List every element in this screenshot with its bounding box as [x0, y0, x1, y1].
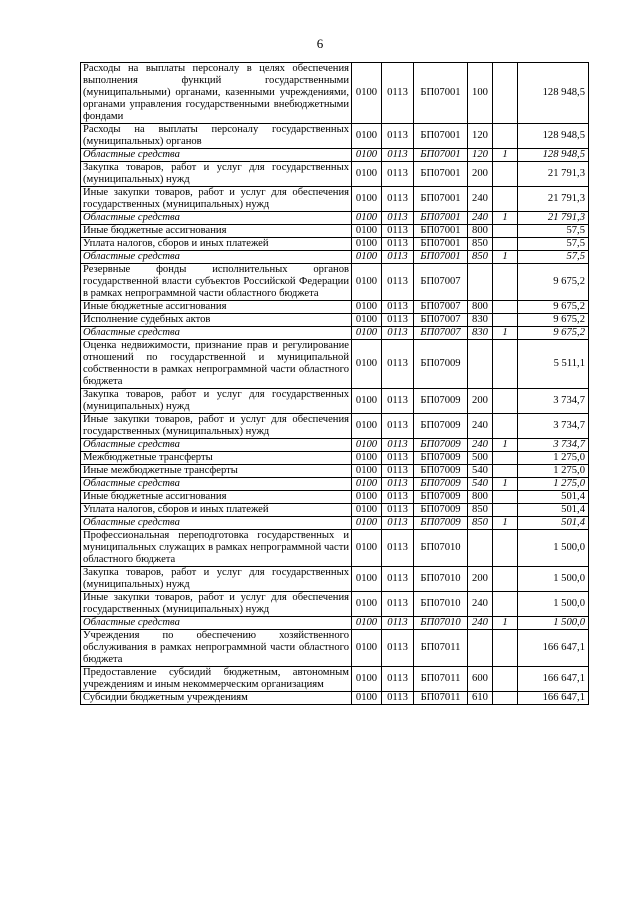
- amount-cell: 166 647,1: [518, 667, 589, 692]
- target-article-cell: БП07007: [414, 301, 468, 314]
- row-name-cell: Расходы на выплаты персоналу государственных (муниципальных) органов: [81, 124, 352, 149]
- amount-cell: 3 734,7: [518, 414, 589, 439]
- subsection-code-cell: 0113: [382, 452, 414, 465]
- target-article-cell: БП07001: [414, 251, 468, 264]
- row-name-cell: Областные средства: [81, 212, 352, 225]
- amount-cell: 1 275,0: [518, 452, 589, 465]
- table-row: [81, 465, 589, 478]
- funding-source-cell: [493, 63, 518, 124]
- amount-cell: 21 791,3: [518, 187, 589, 212]
- target-article-cell: БП07011: [414, 630, 468, 667]
- funding-source-cell: 1: [493, 251, 518, 264]
- funding-source-cell: [493, 124, 518, 149]
- subsection-code-cell: 0113: [382, 225, 414, 238]
- row-name-cell: Областные средства: [81, 478, 352, 491]
- table-row: [81, 414, 589, 439]
- amount-cell: 128 948,5: [518, 63, 589, 124]
- target-article-cell: БП07009: [414, 439, 468, 452]
- target-article-cell: БП07009: [414, 340, 468, 389]
- expense-type-cell: 200: [468, 567, 493, 592]
- subsection-code-cell: 0113: [382, 327, 414, 340]
- table-row: [81, 504, 589, 517]
- section-code-cell: 0100: [352, 124, 382, 149]
- section-code-cell: 0100: [352, 517, 382, 530]
- funding-source-cell: 1: [493, 439, 518, 452]
- target-article-cell: БП07001: [414, 63, 468, 124]
- section-code-cell: 0100: [352, 667, 382, 692]
- section-code-cell: 0100: [352, 592, 382, 617]
- subsection-code-cell: 0113: [382, 517, 414, 530]
- section-code-cell: 0100: [352, 327, 382, 340]
- row-name-cell: Областные средства: [81, 439, 352, 452]
- subsection-code-cell: 0113: [382, 63, 414, 124]
- subsection-code-cell: 0113: [382, 478, 414, 491]
- subsection-code-cell: 0113: [382, 187, 414, 212]
- amount-cell: 57,5: [518, 251, 589, 264]
- target-article-cell: БП07009: [414, 452, 468, 465]
- expense-type-cell: 800: [468, 301, 493, 314]
- row-name-cell: Оценка недвижимости, признание прав и регулирование отношений по государственной и муниципальной собственности в рамках непрограммной части областного бюджета: [81, 340, 352, 389]
- section-code-cell: 0100: [352, 478, 382, 491]
- section-code-cell: 0100: [352, 238, 382, 251]
- section-code-cell: 0100: [352, 314, 382, 327]
- row-name-cell: Субсидии бюджетным учреждениям: [81, 692, 352, 705]
- expense-type-cell: 240: [468, 617, 493, 630]
- section-code-cell: 0100: [352, 504, 382, 517]
- table-row: [81, 251, 589, 264]
- funding-source-cell: [493, 187, 518, 212]
- table-row: [81, 630, 589, 667]
- row-name-cell: Расходы на выплаты персоналу в целях обеспечения выполнения функций государственными (муниципальными) органами, казенными учреждениями, органами управления государственными внебюджетными фондами: [81, 63, 352, 124]
- target-article-cell: БП07009: [414, 414, 468, 439]
- table-row: [81, 238, 589, 251]
- funding-source-cell: 1: [493, 517, 518, 530]
- table-row: [81, 567, 589, 592]
- row-name-cell: Иные бюджетные ассигнования: [81, 491, 352, 504]
- row-name-cell: Исполнение судебных актов: [81, 314, 352, 327]
- subsection-code-cell: 0113: [382, 491, 414, 504]
- table-row: [81, 212, 589, 225]
- subsection-code-cell: 0113: [382, 301, 414, 314]
- target-article-cell: БП07011: [414, 692, 468, 705]
- table-row: [81, 517, 589, 530]
- table-row: [81, 124, 589, 149]
- expense-type-cell: 830: [468, 314, 493, 327]
- expense-type-cell: 200: [468, 162, 493, 187]
- table-row: [81, 314, 589, 327]
- expense-type-cell: 240: [468, 414, 493, 439]
- section-code-cell: 0100: [352, 465, 382, 478]
- subsection-code-cell: 0113: [382, 530, 414, 567]
- expense-type-cell: 240: [468, 439, 493, 452]
- subsection-code-cell: 0113: [382, 630, 414, 667]
- funding-source-cell: [493, 567, 518, 592]
- funding-source-cell: [493, 630, 518, 667]
- subsection-code-cell: 0113: [382, 667, 414, 692]
- expense-type-cell: 120: [468, 149, 493, 162]
- table-row: [81, 301, 589, 314]
- expense-type-cell: 200: [468, 389, 493, 414]
- table-row: [81, 667, 589, 692]
- section-code-cell: 0100: [352, 530, 382, 567]
- row-name-cell: Уплата налогов, сборов и иных платежей: [81, 504, 352, 517]
- row-name-cell: Межбюджетные трансферты: [81, 452, 352, 465]
- subsection-code-cell: 0113: [382, 592, 414, 617]
- amount-cell: 128 948,5: [518, 124, 589, 149]
- subsection-code-cell: 0113: [382, 124, 414, 149]
- amount-cell: 128 948,5: [518, 149, 589, 162]
- amount-cell: 1 500,0: [518, 592, 589, 617]
- subsection-code-cell: 0113: [382, 567, 414, 592]
- expense-type-cell: 240: [468, 187, 493, 212]
- row-name-cell: Иные межбюджетные трансферты: [81, 465, 352, 478]
- target-article-cell: БП07001: [414, 212, 468, 225]
- funding-source-cell: [493, 340, 518, 389]
- subsection-code-cell: 0113: [382, 692, 414, 705]
- amount-cell: 1 275,0: [518, 465, 589, 478]
- subsection-code-cell: 0113: [382, 212, 414, 225]
- subsection-code-cell: 0113: [382, 439, 414, 452]
- section-code-cell: 0100: [352, 439, 382, 452]
- table-row: [81, 187, 589, 212]
- expense-type-cell: [468, 630, 493, 667]
- section-code-cell: 0100: [352, 567, 382, 592]
- section-code-cell: 0100: [352, 452, 382, 465]
- target-article-cell: БП07009: [414, 478, 468, 491]
- expense-type-cell: 500: [468, 452, 493, 465]
- expense-type-cell: [468, 264, 493, 301]
- funding-source-cell: 1: [493, 327, 518, 340]
- target-article-cell: БП07009: [414, 389, 468, 414]
- table-row: [81, 264, 589, 301]
- table-row: [81, 692, 589, 705]
- expense-type-cell: 120: [468, 124, 493, 149]
- target-article-cell: БП07001: [414, 124, 468, 149]
- table-row: [81, 389, 589, 414]
- table-row: [81, 478, 589, 491]
- subsection-code-cell: 0113: [382, 389, 414, 414]
- table-row: [81, 617, 589, 630]
- target-article-cell: БП07009: [414, 465, 468, 478]
- section-code-cell: 0100: [352, 264, 382, 301]
- section-code-cell: 0100: [352, 212, 382, 225]
- row-name-cell: Профессиональная переподготовка государственных и муниципальных служащих в рамках непрограммной части областного бюджета: [81, 530, 352, 567]
- funding-source-cell: [493, 264, 518, 301]
- section-code-cell: 0100: [352, 617, 382, 630]
- row-name-cell: Областные средства: [81, 327, 352, 340]
- amount-cell: 501,4: [518, 504, 589, 517]
- target-article-cell: БП07010: [414, 617, 468, 630]
- amount-cell: 1 500,0: [518, 617, 589, 630]
- expense-type-cell: 850: [468, 517, 493, 530]
- subsection-code-cell: 0113: [382, 162, 414, 187]
- row-name-cell: Иные бюджетные ассигнования: [81, 225, 352, 238]
- section-code-cell: 0100: [352, 187, 382, 212]
- table-row: [81, 340, 589, 389]
- target-article-cell: БП07001: [414, 149, 468, 162]
- table-row: [81, 63, 589, 124]
- section-code-cell: 0100: [352, 630, 382, 667]
- target-article-cell: БП07007: [414, 314, 468, 327]
- row-name-cell: Резервные фонды исполнительных органов государственной власти субъектов Российской Федерации в рамках непрограммной части областного бюджета: [81, 264, 352, 301]
- row-name-cell: Закупка товаров, работ и услуг для государственных (муниципальных) нужд: [81, 567, 352, 592]
- funding-source-cell: [493, 225, 518, 238]
- amount-cell: 9 675,2: [518, 327, 589, 340]
- expense-type-cell: 850: [468, 238, 493, 251]
- budget-expenditure-table: [80, 62, 589, 705]
- funding-source-cell: [493, 530, 518, 567]
- target-article-cell: БП07001: [414, 187, 468, 212]
- row-name-cell: Предоставление субсидий бюджетным, автономным учреждениям и иным некоммерческим организациям: [81, 667, 352, 692]
- expense-type-cell: [468, 340, 493, 389]
- row-name-cell: Иные закупки товаров, работ и услуг для обеспечения государственных (муниципальных) нужд: [81, 414, 352, 439]
- expense-type-cell: 800: [468, 491, 493, 504]
- section-code-cell: 0100: [352, 149, 382, 162]
- row-name-cell: Закупка товаров, работ и услуг для государственных (муниципальных) нужд: [81, 162, 352, 187]
- target-article-cell: БП07007: [414, 327, 468, 340]
- funding-source-cell: [493, 491, 518, 504]
- section-code-cell: 0100: [352, 340, 382, 389]
- section-code-cell: 0100: [352, 225, 382, 238]
- funding-source-cell: [493, 692, 518, 705]
- target-article-cell: БП07001: [414, 162, 468, 187]
- row-name-cell: Иные закупки товаров, работ и услуг для обеспечения государственных (муниципальных) нужд: [81, 187, 352, 212]
- expense-type-cell: 240: [468, 592, 493, 617]
- row-name-cell: Областные средства: [81, 517, 352, 530]
- subsection-code-cell: 0113: [382, 264, 414, 301]
- expense-type-cell: 800: [468, 225, 493, 238]
- subsection-code-cell: 0113: [382, 617, 414, 630]
- expense-type-cell: 850: [468, 251, 493, 264]
- row-name-cell: Уплата налогов, сборов и иных платежей: [81, 238, 352, 251]
- row-name-cell: Областные средства: [81, 149, 352, 162]
- funding-source-cell: 1: [493, 212, 518, 225]
- funding-source-cell: 1: [493, 478, 518, 491]
- amount-cell: 166 647,1: [518, 630, 589, 667]
- funding-source-cell: [493, 389, 518, 414]
- funding-source-cell: [493, 414, 518, 439]
- subsection-code-cell: 0113: [382, 340, 414, 389]
- table-row: [81, 439, 589, 452]
- section-code-cell: 0100: [352, 251, 382, 264]
- section-code-cell: 0100: [352, 63, 382, 124]
- table-row: [81, 327, 589, 340]
- amount-cell: 9 675,2: [518, 314, 589, 327]
- section-code-cell: 0100: [352, 162, 382, 187]
- amount-cell: 21 791,3: [518, 162, 589, 187]
- funding-source-cell: 1: [493, 617, 518, 630]
- section-code-cell: 0100: [352, 301, 382, 314]
- target-article-cell: БП07010: [414, 592, 468, 617]
- subsection-code-cell: 0113: [382, 504, 414, 517]
- table-body: [81, 63, 589, 705]
- row-name-cell: Иные бюджетные ассигнования: [81, 301, 352, 314]
- row-name-cell: Областные средства: [81, 251, 352, 264]
- expense-type-cell: 540: [468, 478, 493, 491]
- table-row: [81, 491, 589, 504]
- table-row: [81, 530, 589, 567]
- amount-cell: 1 275,0: [518, 478, 589, 491]
- funding-source-cell: [493, 504, 518, 517]
- subsection-code-cell: 0113: [382, 314, 414, 327]
- target-article-cell: БП07001: [414, 225, 468, 238]
- amount-cell: 3 734,7: [518, 389, 589, 414]
- table-row: [81, 452, 589, 465]
- funding-source-cell: [493, 592, 518, 617]
- amount-cell: 57,5: [518, 225, 589, 238]
- section-code-cell: 0100: [352, 389, 382, 414]
- row-name-cell: Учреждения по обеспечению хозяйственного обслуживания в рамках непрограммной части областного бюджета: [81, 630, 352, 667]
- section-code-cell: 0100: [352, 414, 382, 439]
- target-article-cell: БП07010: [414, 530, 468, 567]
- target-article-cell: БП07009: [414, 517, 468, 530]
- amount-cell: 1 500,0: [518, 567, 589, 592]
- subsection-code-cell: 0113: [382, 149, 414, 162]
- amount-cell: 501,4: [518, 517, 589, 530]
- target-article-cell: БП07010: [414, 567, 468, 592]
- funding-source-cell: [493, 452, 518, 465]
- table-row: [81, 149, 589, 162]
- page-number: 6: [316, 36, 324, 51]
- expense-type-cell: 240: [468, 212, 493, 225]
- amount-cell: 57,5: [518, 238, 589, 251]
- expense-type-cell: 540: [468, 465, 493, 478]
- subsection-code-cell: 0113: [382, 465, 414, 478]
- section-code-cell: 0100: [352, 491, 382, 504]
- funding-source-cell: [493, 238, 518, 251]
- target-article-cell: БП07009: [414, 491, 468, 504]
- table-row: [81, 225, 589, 238]
- expense-type-cell: 850: [468, 504, 493, 517]
- row-name-cell: Областные средства: [81, 617, 352, 630]
- target-article-cell: БП07001: [414, 238, 468, 251]
- amount-cell: 166 647,1: [518, 692, 589, 705]
- amount-cell: 9 675,2: [518, 301, 589, 314]
- funding-source-cell: 1: [493, 149, 518, 162]
- funding-source-cell: [493, 301, 518, 314]
- expense-type-cell: 830: [468, 327, 493, 340]
- target-article-cell: БП07009: [414, 504, 468, 517]
- expense-type-cell: 600: [468, 667, 493, 692]
- funding-source-cell: [493, 667, 518, 692]
- row-name-cell: Закупка товаров, работ и услуг для государственных (муниципальных) нужд: [81, 389, 352, 414]
- amount-cell: 501,4: [518, 491, 589, 504]
- section-code-cell: 0100: [352, 692, 382, 705]
- table-row: [81, 162, 589, 187]
- row-name-cell: Иные закупки товаров, работ и услуг для обеспечения государственных (муниципальных) нужд: [81, 592, 352, 617]
- expense-type-cell: 610: [468, 692, 493, 705]
- expense-type-cell: [468, 530, 493, 567]
- amount-cell: 3 734,7: [518, 439, 589, 452]
- subsection-code-cell: 0113: [382, 414, 414, 439]
- funding-source-cell: [493, 162, 518, 187]
- funding-source-cell: [493, 314, 518, 327]
- amount-cell: 21 791,3: [518, 212, 589, 225]
- table-row: [81, 592, 589, 617]
- target-article-cell: БП07007: [414, 264, 468, 301]
- funding-source-cell: [493, 465, 518, 478]
- amount-cell: 9 675,2: [518, 264, 589, 301]
- subsection-code-cell: 0113: [382, 251, 414, 264]
- amount-cell: 5 511,1: [518, 340, 589, 389]
- expense-type-cell: 100: [468, 63, 493, 124]
- amount-cell: 1 500,0: [518, 530, 589, 567]
- subsection-code-cell: 0113: [382, 238, 414, 251]
- target-article-cell: БП07011: [414, 667, 468, 692]
